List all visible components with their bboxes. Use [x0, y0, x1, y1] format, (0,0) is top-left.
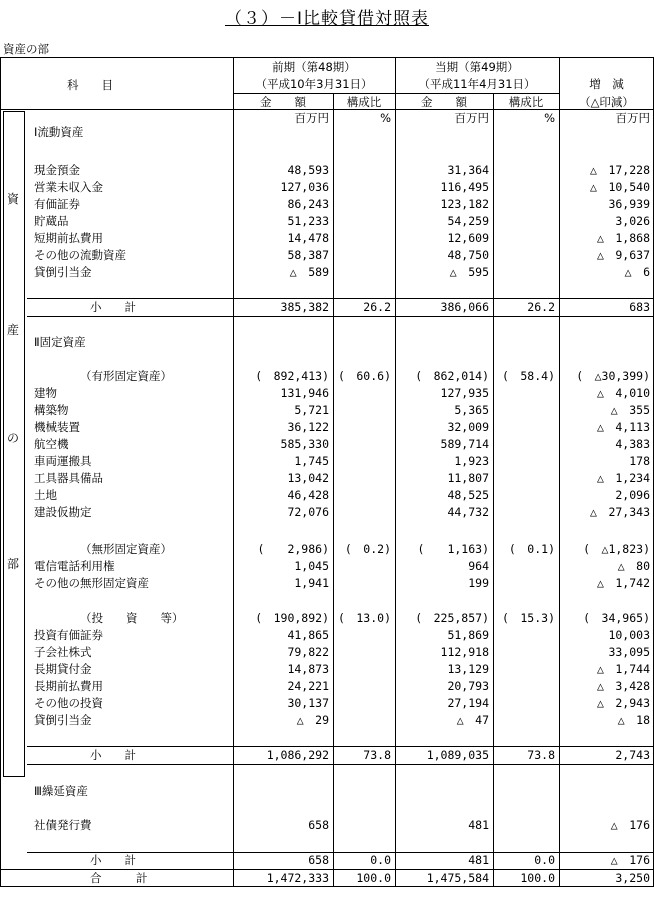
prev-ratio: 0.0 — [370, 853, 391, 867]
curr-ratio: ( 58.4) — [501, 369, 555, 383]
unit-prev-amount: 百万円 — [294, 111, 329, 125]
diff-amount: △ 9,637 — [596, 248, 650, 262]
row-label: 車両運搬具 — [34, 454, 92, 468]
prev-amount: 14,873 — [287, 662, 329, 676]
header-curr-period: 当期（第49期） — [435, 60, 519, 74]
row-label: 長期前払費用 — [34, 679, 103, 693]
curr-amount: ( 862,014) — [415, 369, 489, 383]
diff-amount: △ 6 — [624, 265, 650, 279]
diff-amount: △ 17,228 — [590, 163, 650, 177]
prev-amount: 1,472,333 — [266, 871, 329, 885]
row-label: Ⅱ固定資産 — [34, 335, 86, 349]
diff-amount: 683 — [629, 300, 650, 314]
diff-amount: △ 10,540 — [590, 180, 650, 194]
prev-amount: 1,745 — [294, 454, 329, 468]
row-label: 小 計 — [90, 300, 136, 314]
prev-amount: 14,478 — [287, 231, 329, 245]
curr-amount: 589,714 — [440, 437, 489, 451]
header-item: 科 目 — [67, 78, 113, 92]
diff-amount: ( 34,965) — [583, 611, 650, 625]
row-label: 投資有価証券 — [34, 628, 103, 642]
prev-amount: 5,721 — [294, 403, 329, 417]
curr-amount: 127,935 — [440, 386, 489, 400]
row-label: 合 計 — [90, 871, 148, 885]
row-label: 短期前払費用 — [34, 231, 103, 245]
curr-amount: ( 1,163) — [417, 542, 489, 556]
curr-amount: 31,364 — [447, 163, 489, 177]
curr-amount: 964 — [468, 559, 489, 573]
row-label: 構築物 — [34, 403, 69, 417]
prev-amount: 79,822 — [287, 645, 329, 659]
prev-amount: 86,243 — [287, 197, 329, 211]
prev-ratio: 26.2 — [363, 300, 391, 314]
diff-amount: 2,743 — [615, 748, 650, 762]
diff-amount: △ 18 — [617, 713, 650, 727]
header-prev-date: （平成10年3月31日） — [255, 77, 373, 91]
curr-amount: 1,923 — [454, 454, 489, 468]
curr-amount: 54,259 — [447, 214, 489, 228]
prev-amount: 131,946 — [280, 386, 329, 400]
diff-amount: 3,026 — [615, 214, 650, 228]
curr-amount: 51,869 — [447, 628, 489, 642]
row-label: 土地 — [34, 488, 57, 502]
prev-amount: ( 2,986) — [257, 542, 329, 556]
row-label: 子会社株式 — [34, 645, 92, 659]
side-char-4: 部 — [6, 557, 19, 571]
curr-amount: 112,918 — [440, 645, 489, 659]
header-prev-amount: 金 額 — [260, 95, 306, 109]
prev-amount: 658 — [308, 853, 329, 867]
unit-curr-ratio: % — [544, 111, 555, 125]
diff-amount: △ 1,742 — [596, 576, 650, 590]
prev-amount: 48,593 — [287, 163, 329, 177]
row-label: その他の無形固定資産 — [34, 576, 149, 590]
prev-amount: 24,221 — [287, 679, 329, 693]
diff-amount: △ 176 — [610, 853, 650, 867]
row-label: 貸倒引当金 — [34, 265, 92, 279]
curr-amount: 1,475,584 — [426, 871, 489, 885]
curr-amount: 5,365 — [454, 403, 489, 417]
unit-diff: 百万円 — [615, 111, 650, 125]
row-label: その他の投資 — [34, 696, 103, 710]
prev-amount: 41,865 — [287, 628, 329, 642]
diff-amount: △ 80 — [617, 559, 650, 573]
header-prev-ratio: 構成比 — [346, 95, 382, 109]
diff-amount: △ 2,943 — [596, 696, 650, 710]
section-label: 資産の部 — [3, 42, 49, 56]
curr-amount: 44,732 — [447, 505, 489, 519]
curr-amount: ( 225,857) — [415, 611, 489, 625]
diff-amount: 2,096 — [615, 488, 650, 502]
curr-ratio: 100.0 — [520, 871, 555, 885]
curr-ratio: ( 15.3) — [501, 611, 555, 625]
diff-amount: 36,939 — [608, 197, 650, 211]
prev-amount: 127,036 — [280, 180, 329, 194]
prev-ratio: ( 60.6) — [337, 369, 391, 383]
row-label: Ⅰ流動資産 — [34, 125, 84, 139]
unit-curr-amount: 百万円 — [454, 111, 489, 125]
row-label: 航空機 — [34, 437, 69, 451]
curr-amount: 481 — [468, 853, 489, 867]
header-diff-note: （△印減） — [579, 95, 634, 109]
prev-amount: 51,233 — [287, 214, 329, 228]
prev-amount: 46,428 — [287, 488, 329, 502]
curr-amount: 32,009 — [447, 420, 489, 434]
diff-amount: △ 4,010 — [596, 386, 650, 400]
side-char-1: 資 — [6, 192, 19, 206]
prev-amount: 1,086,292 — [266, 748, 329, 762]
header-curr-date: （平成11年4月31日） — [418, 77, 536, 91]
row-label: その他の流動資産 — [34, 248, 126, 262]
page-title: （３）－Ⅰ比較貸借対照表 — [224, 9, 429, 29]
row-label: 長期貸付金 — [34, 662, 92, 676]
row-label: 有価証券 — [34, 197, 80, 211]
curr-amount: △ 47 — [456, 713, 489, 727]
prev-amount: 36,122 — [287, 420, 329, 434]
prev-amount: 585,330 — [280, 437, 329, 451]
row-label: 電信電話利用権 — [34, 559, 115, 573]
side-char-3: の — [6, 431, 19, 445]
header-prev-period: 前期（第48期） — [272, 60, 356, 74]
row-label: 社債発行費 — [34, 818, 92, 832]
row-label: 建物 — [34, 386, 57, 400]
side-char-2: 産 — [6, 323, 19, 337]
row-label: 営業未収入金 — [34, 180, 103, 194]
row-label: 現金預金 — [34, 163, 80, 177]
curr-amount: 481 — [468, 818, 489, 832]
diff-amount: △ 3,428 — [596, 679, 650, 693]
prev-amount: 30,137 — [287, 696, 329, 710]
curr-amount: 13,129 — [447, 662, 489, 676]
diff-amount: △ 176 — [610, 818, 650, 832]
curr-ratio: 26.2 — [527, 300, 555, 314]
diff-amount: △ 1,234 — [596, 471, 650, 485]
prev-amount: 385,382 — [280, 300, 329, 314]
curr-amount: 116,495 — [440, 180, 489, 194]
prev-amount: 13,042 — [287, 471, 329, 485]
diff-amount: 10,003 — [608, 628, 650, 642]
prev-ratio: 73.8 — [363, 748, 391, 762]
diff-amount: △ 1,868 — [596, 231, 650, 245]
curr-amount: 199 — [468, 576, 489, 590]
diff-amount: 3,250 — [615, 871, 650, 885]
prev-amount: 1,045 — [294, 559, 329, 573]
prev-amount: ( 892,413) — [255, 369, 329, 383]
curr-amount: 48,525 — [447, 488, 489, 502]
row-label: 建設仮勘定 — [34, 505, 92, 519]
diff-amount: ( △1,823) — [583, 542, 650, 556]
diff-amount: △ 4,113 — [596, 420, 650, 434]
prev-amount: 72,076 — [287, 505, 329, 519]
row-label: 機械装置 — [34, 420, 80, 434]
prev-amount: 1,941 — [294, 576, 329, 590]
row-label: （投 資 等） — [80, 611, 184, 625]
curr-amount: 1,089,035 — [426, 748, 489, 762]
diff-amount: △ 1,744 — [596, 662, 650, 676]
row-label: 工具器具備品 — [34, 471, 103, 485]
row-label: 貯蔵品 — [34, 214, 69, 228]
diff-amount: 4,383 — [615, 437, 650, 451]
header-diff: 増 減 — [589, 77, 624, 91]
row-label: 貸倒引当金 — [34, 713, 92, 727]
diff-amount: 178 — [629, 454, 650, 468]
diff-amount: △ 355 — [610, 403, 650, 417]
curr-amount: 27,194 — [447, 696, 489, 710]
curr-amount: △ 595 — [449, 265, 489, 279]
curr-ratio: 0.0 — [534, 853, 555, 867]
header-curr-amount: 金 額 — [421, 95, 467, 109]
row-label: （無形固定資産） — [80, 542, 172, 556]
unit-prev-ratio: % — [380, 111, 391, 125]
curr-amount: 386,066 — [440, 300, 489, 314]
header-curr-ratio: 構成比 — [508, 95, 544, 109]
curr-amount: 20,793 — [447, 679, 489, 693]
row-label: 小 計 — [90, 748, 136, 762]
curr-ratio: ( 0.1) — [508, 542, 555, 556]
row-label: 小 計 — [90, 853, 136, 867]
diff-amount: 33,095 — [608, 645, 650, 659]
prev-amount: 658 — [308, 818, 329, 832]
curr-ratio: 73.8 — [527, 748, 555, 762]
row-label: Ⅲ繰延資産 — [34, 784, 88, 798]
prev-amount: 58,387 — [287, 248, 329, 262]
curr-amount: 123,182 — [440, 197, 489, 211]
prev-ratio: ( 0.2) — [344, 542, 391, 556]
prev-ratio: ( 13.0) — [337, 611, 391, 625]
curr-amount: 48,750 — [447, 248, 489, 262]
diff-amount: ( △30,399) — [576, 369, 650, 383]
prev-amount: △ 29 — [296, 713, 329, 727]
curr-amount: 12,609 — [447, 231, 489, 245]
prev-ratio: 100.0 — [356, 871, 391, 885]
prev-amount: ( 190,892) — [255, 611, 329, 625]
row-label: （有形固定資産） — [80, 369, 172, 383]
prev-amount: △ 589 — [289, 265, 329, 279]
curr-amount: 11,807 — [447, 471, 489, 485]
diff-amount: △ 27,343 — [590, 505, 650, 519]
